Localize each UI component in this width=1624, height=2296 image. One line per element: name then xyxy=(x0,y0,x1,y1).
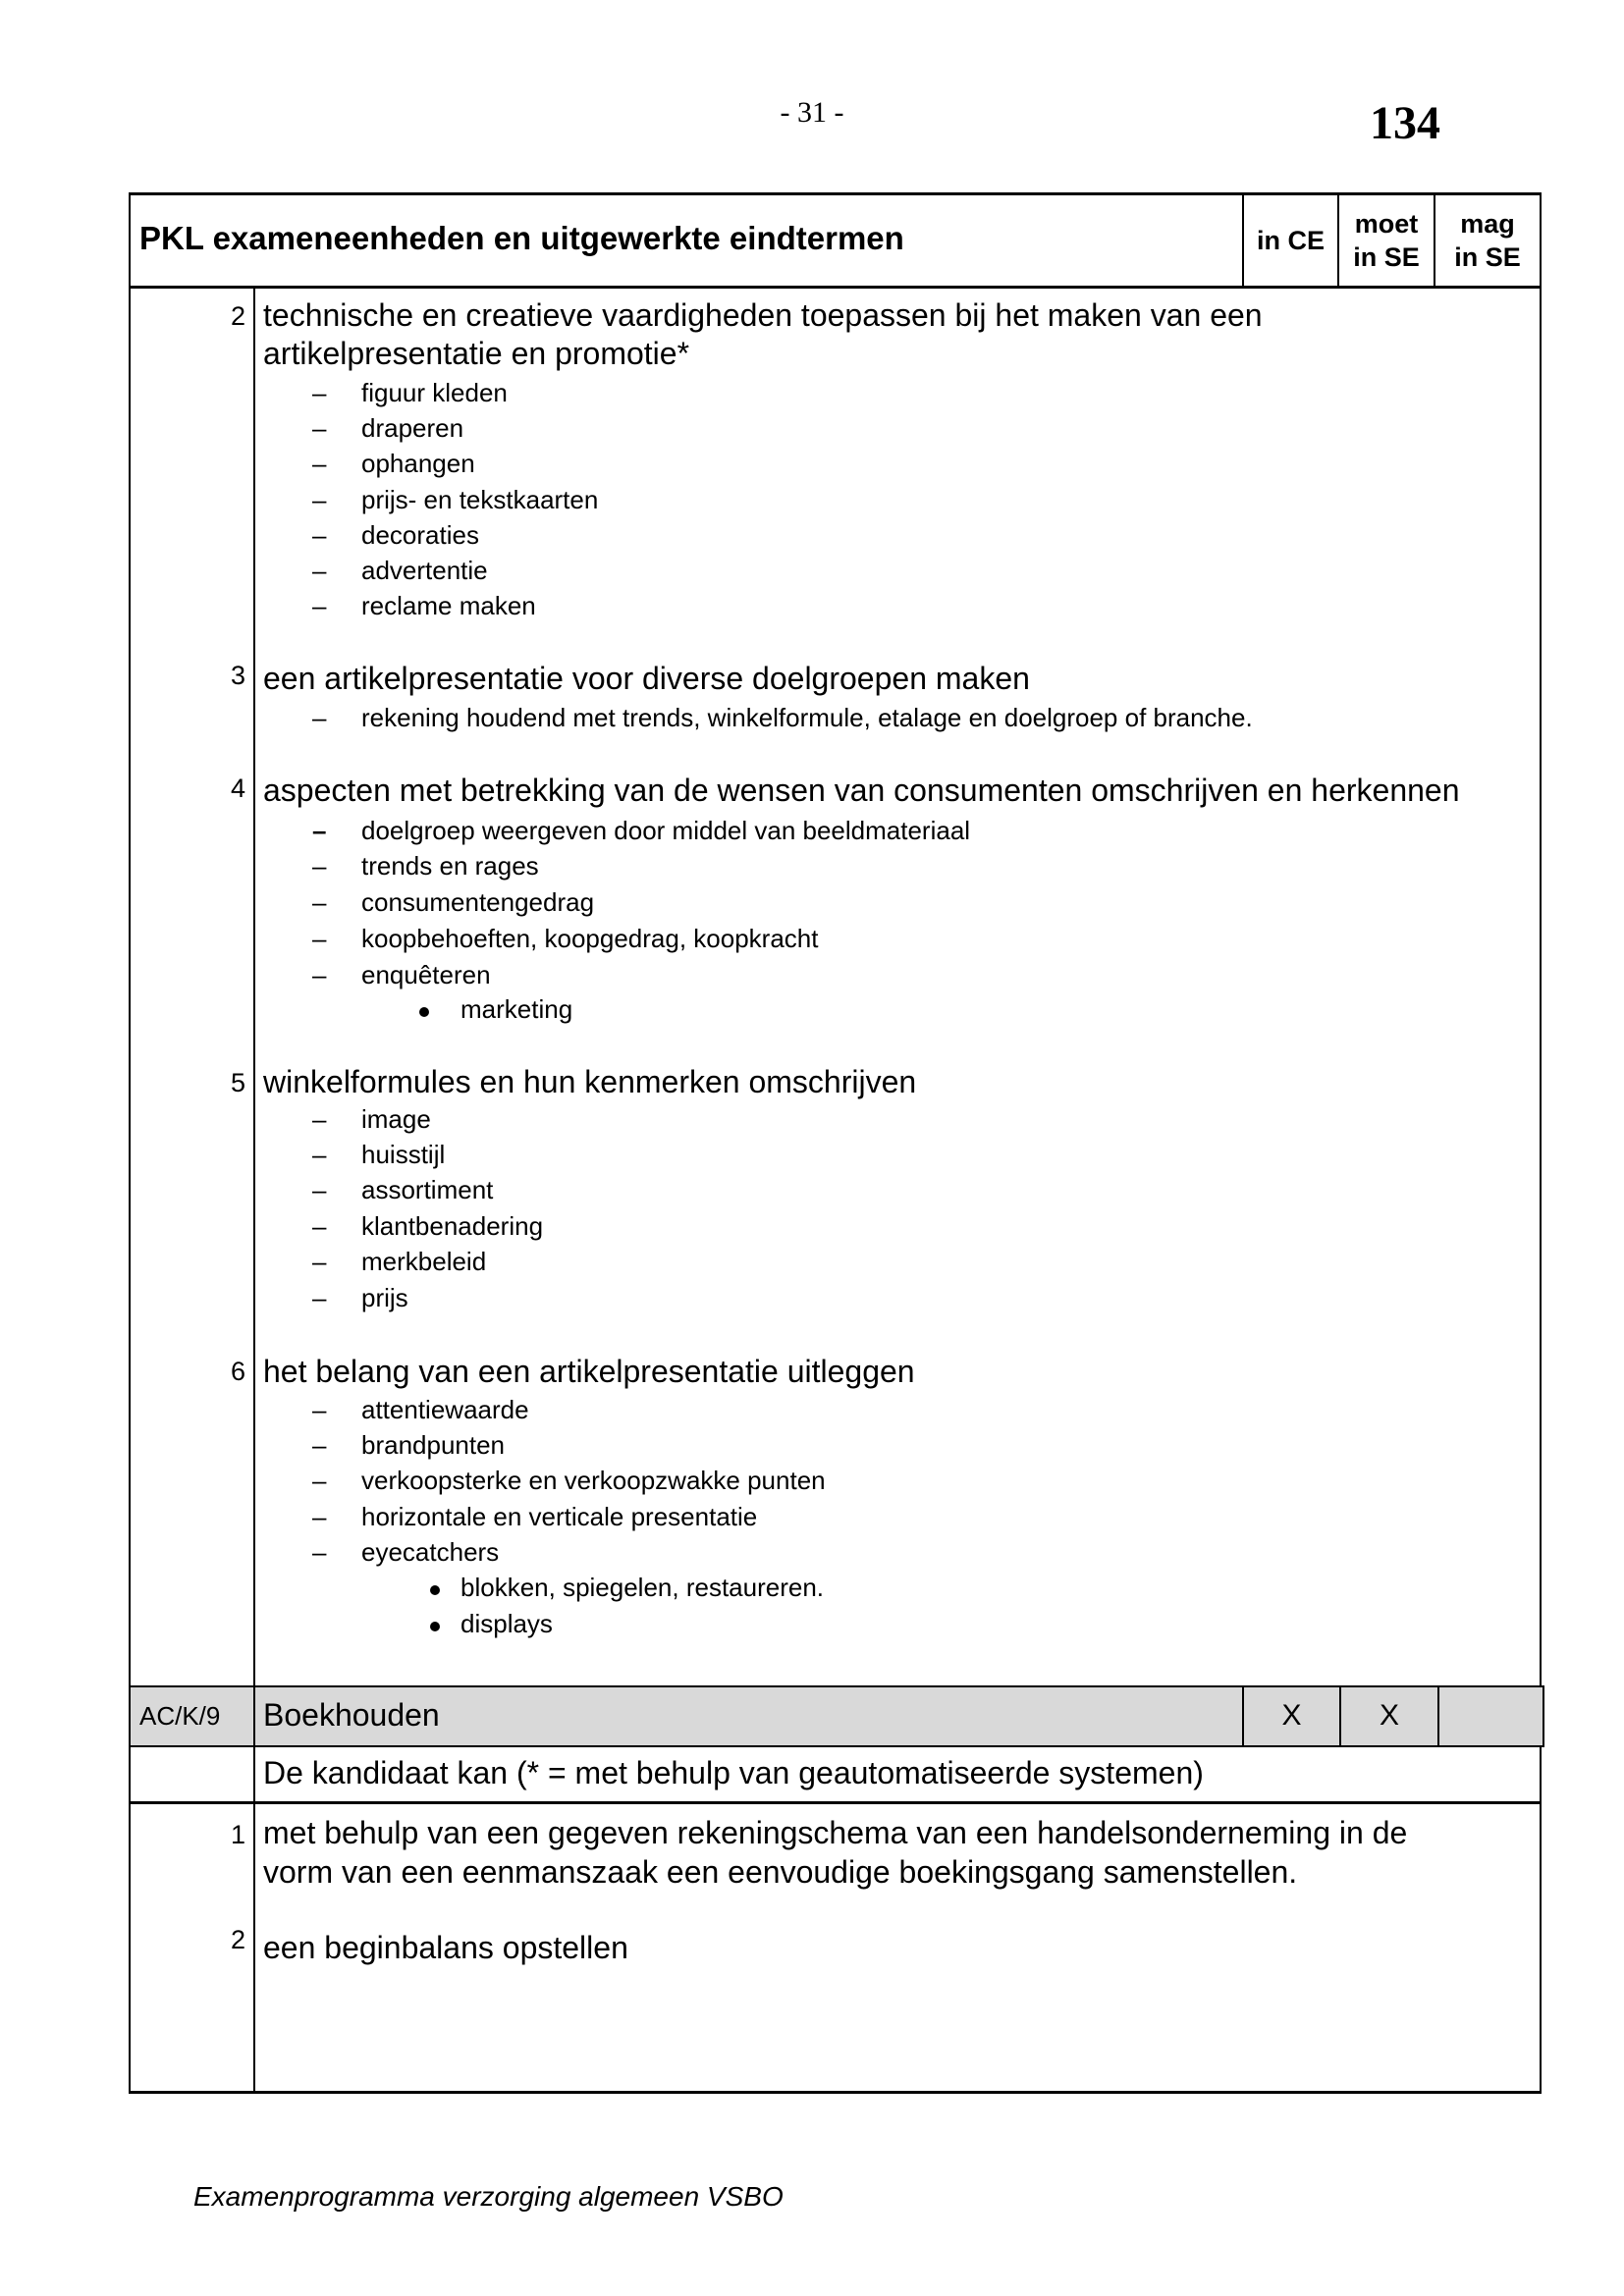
subitem: attentiewaarde xyxy=(361,1395,529,1424)
dash-marker: – xyxy=(312,816,327,845)
item-text-line: met behulp van een gegeven rekeningschema van een handelsonderneming in de xyxy=(263,1815,1408,1850)
intro-row-bottom-rule xyxy=(129,1801,1542,1804)
dash-marker: – xyxy=(312,851,327,881)
subitem: huisstijl xyxy=(361,1140,446,1169)
dash-marker: – xyxy=(312,1247,327,1276)
unit-title: Boekhouden xyxy=(263,1697,440,1733)
bullet-item: blokken, spiegelen, restaureren. xyxy=(460,1573,825,1602)
item-text-line: vorm van een eenmanszaak een eenvoudige boekingsgang samenstellen. xyxy=(263,1854,1298,1890)
item-text-line: artikelpresentatie en promotie* xyxy=(263,336,690,371)
subitem: eyecatchers xyxy=(361,1537,500,1567)
dash-marker: – xyxy=(312,1430,327,1460)
item-number: 1 xyxy=(230,1820,245,1849)
subitem: doelgroep weergeven door middel van beeldmateriaal xyxy=(361,816,971,845)
unit-row-top-rule xyxy=(129,1685,1544,1687)
bullet-icon xyxy=(419,1007,429,1017)
item-number: 4 xyxy=(230,774,245,803)
subitem: ophangen xyxy=(361,449,475,478)
dash-marker: – xyxy=(312,556,327,585)
subitem: figuur kleden xyxy=(361,378,508,407)
dash-marker: – xyxy=(312,960,327,989)
dash-marker: – xyxy=(312,520,327,550)
dash-marker: – xyxy=(312,1140,327,1169)
stamp-number: 134 xyxy=(1370,97,1440,149)
dash-marker: – xyxy=(312,413,327,443)
dash-marker: – xyxy=(312,591,327,620)
item-number: 6 xyxy=(230,1357,245,1386)
item-number: 2 xyxy=(230,301,245,331)
subitem: koopbehoeften, koopgedrag, koopkracht xyxy=(361,924,819,953)
dash-marker: – xyxy=(312,1395,327,1424)
subitem: merkbeleid xyxy=(361,1247,487,1276)
unit-code: AC/K/9 xyxy=(139,1701,221,1731)
dash-marker: – xyxy=(312,485,327,514)
subitem: horizontale en verticale presentatie xyxy=(361,1502,758,1531)
item-text-line: het belang van een artikelpresentatie uitleggen xyxy=(263,1354,915,1389)
dash-marker: – xyxy=(312,887,327,917)
unit-in-ce-mark: X xyxy=(1281,1699,1302,1732)
header-bottom-rule xyxy=(129,286,1542,289)
item-number: 5 xyxy=(230,1068,245,1097)
subitem: decoraties xyxy=(361,520,479,550)
subitem: brandpunten xyxy=(361,1430,506,1460)
subitem: rekening houdend met trends, winkelformule, etalage en doelgroep of branche. xyxy=(361,703,1253,732)
table-border-left xyxy=(129,192,131,2094)
subitem: prijs- en tekstkaarten xyxy=(361,485,599,514)
header-mag-line2: in SE xyxy=(1454,242,1521,272)
header-mag-in-se xyxy=(1435,207,1540,274)
bullet-item: marketing xyxy=(460,994,573,1024)
table-border-right xyxy=(1540,192,1542,1686)
dash-marker: – xyxy=(312,924,327,953)
header-in-ce xyxy=(1244,224,1337,257)
table-border-bottom xyxy=(129,2091,1542,2094)
unit-moet-in-se-mark: X xyxy=(1379,1699,1399,1732)
subitem: assortiment xyxy=(361,1175,494,1204)
page-footer: Examenprogramma verzorging algemeen VSBO xyxy=(193,2181,784,2212)
item-number: 3 xyxy=(230,661,245,690)
dash-marker: – xyxy=(312,1283,327,1312)
item-text-line: een artikelpresentatie voor diverse doelgroepen maken xyxy=(263,661,1030,696)
item-text-line: aspecten met betrekking van de wensen van consumenten omschrijven en herkennen xyxy=(263,773,1460,808)
bullet-icon xyxy=(430,1585,440,1595)
number-col-divider xyxy=(253,287,255,2093)
unit-intro: De kandidaat kan (* = met behulp van geautomatiseerde systemen) xyxy=(263,1755,1204,1790)
unit-row-right-edge xyxy=(1543,1686,1544,1746)
item-text-line: winkelformules en hun kenmerken omschrijven xyxy=(263,1064,917,1099)
dash-marker: – xyxy=(312,703,327,732)
header-mag-line1: mag xyxy=(1460,209,1515,239)
subitem: image xyxy=(361,1104,431,1134)
dash-marker: – xyxy=(312,1175,327,1204)
bullet-item: displays xyxy=(460,1609,553,1638)
dash-marker: – xyxy=(312,1104,327,1134)
header-moet-line2: in SE xyxy=(1353,242,1420,272)
unit-col-divider-3 xyxy=(1437,1686,1439,1746)
dash-marker: – xyxy=(312,1537,327,1567)
dash-marker: – xyxy=(312,449,327,478)
subitem: klantbenadering xyxy=(361,1211,544,1241)
subitem: draperen xyxy=(361,413,464,443)
subitem: prijs xyxy=(361,1283,408,1312)
unit-row-bottom-rule xyxy=(129,1745,1544,1747)
dash-marker: – xyxy=(312,1502,327,1531)
dash-marker: – xyxy=(312,1466,327,1495)
header-moet-line1: moet xyxy=(1354,209,1419,239)
subitem: advertentie xyxy=(361,556,488,585)
dash-marker: – xyxy=(312,1211,327,1241)
dash-marker: – xyxy=(312,378,327,407)
subitem: reclame maken xyxy=(361,591,536,620)
table-title: PKL exameneenheden en uitgewerkte eindtermen xyxy=(139,220,904,256)
subitem: verkoopsterke en verkoopzwakke punten xyxy=(361,1466,826,1495)
bullet-icon xyxy=(430,1622,440,1631)
table-border-top xyxy=(129,192,1542,195)
subitem: enquêteren xyxy=(361,960,491,989)
item-text-line: technische en creatieve vaardigheden toepassen bij het maken van een xyxy=(263,297,1263,333)
subitem: trends en rages xyxy=(361,851,539,881)
table-border-right-lower xyxy=(1540,1746,1542,2094)
item-text-line: een beginbalans opstellen xyxy=(263,1930,628,1965)
page-label: - 31 - xyxy=(780,96,844,129)
subitem: consumentengedrag xyxy=(361,887,595,917)
header-in-ce-label: in CE xyxy=(1256,226,1325,255)
header-moet-in-se xyxy=(1339,207,1434,274)
item-number: 2 xyxy=(230,1925,245,1954)
